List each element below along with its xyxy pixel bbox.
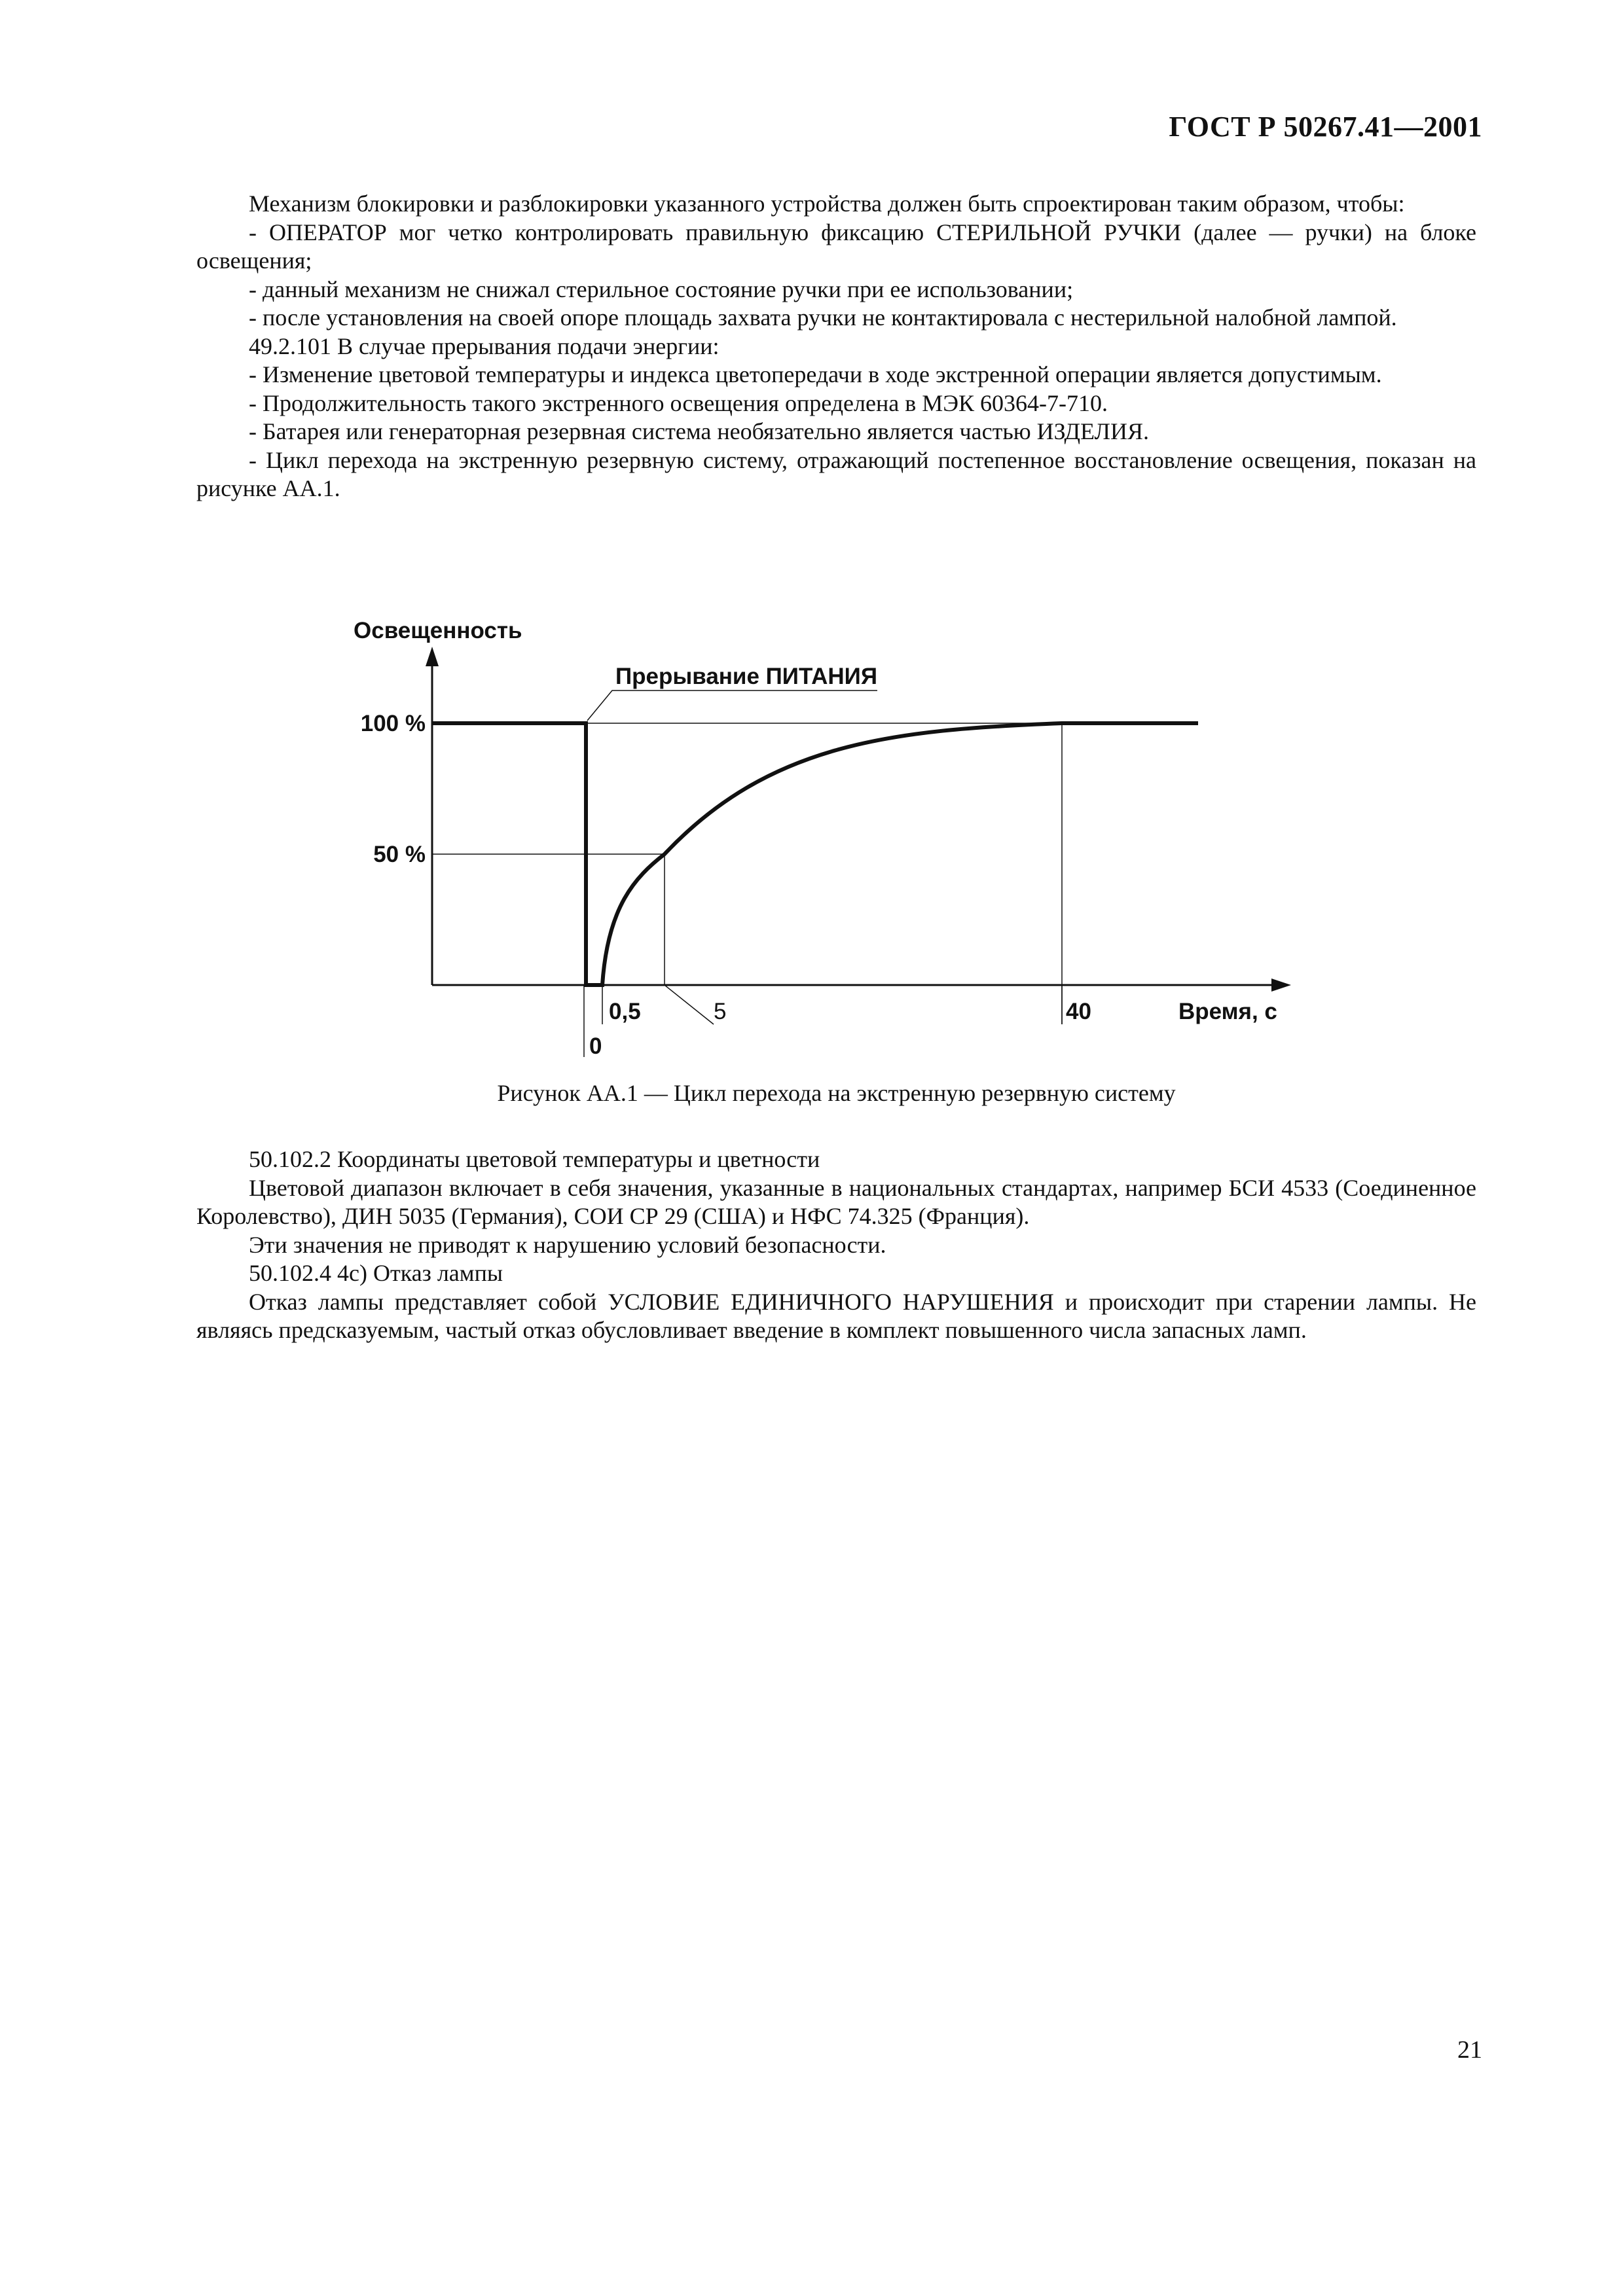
- section-heading: 50.102.4 4с) Отказ лампы: [249, 1260, 503, 1286]
- y-axis-arrow: [426, 647, 439, 666]
- document-code: ГОСТ Р 50267.41—2001: [1169, 111, 1482, 143]
- figure-aa1: [334, 615, 1316, 1073]
- chart-svg: [334, 615, 1316, 1073]
- figure-caption: Рисунок АА.1 — Цикл перехода на экстренную резервную систему: [497, 1080, 1176, 1106]
- section-heading: 49.2.101 В случае прерывания подачи энергии:: [249, 332, 720, 359]
- page-number: 21: [1457, 2036, 1482, 2064]
- x-tick-label-40: 40: [1066, 999, 1091, 1024]
- x-tick-label-5: 5: [714, 999, 727, 1024]
- list-item: - Изменение цветовой температуры и индекса цветопередачи в ходе экстренной операции является допустимым.: [249, 361, 1382, 387]
- y-axis-label: Освещенность: [354, 618, 522, 643]
- tick-leader-5: [665, 985, 714, 1024]
- paragraph: Отказ лампы представляет собой УСЛОВИЕ ЕДИНИЧНОГО НАРУШЕНИЯ и происходит при старении лампы. Не являясь предсказуемым, частый отказ обусловливает введение в комплект повышенного числа запасных ламп.: [196, 1288, 1476, 1343]
- list-item: - Цикл перехода на экстренную резервную систему, отражающий постепенное восстановление освещения, показан на рисунке АА.1.: [196, 446, 1476, 501]
- x-tick-label-0: 0: [589, 1033, 602, 1059]
- y-tick-label-100: 100 %: [360, 711, 426, 736]
- x-tick-label-0-5: 0,5: [609, 999, 641, 1024]
- section-heading: 50.102.2 Координаты цветовой температуры и цветности: [249, 1146, 820, 1172]
- list-item: - Батарея или генераторная резервная система необязательно является частью ИЗДЕЛИЯ.: [249, 418, 1149, 444]
- list-item: - Продолжительность такого экстренного освещения определена в МЭК 60364-7-710.: [249, 389, 1108, 416]
- paragraph: Эти значения не приводят к нарушению условий безопасности.: [249, 1231, 886, 1258]
- x-axis-label: Время, с: [1178, 999, 1277, 1024]
- y-tick-label-50: 50 %: [373, 842, 426, 867]
- annotation-leader: [587, 691, 877, 721]
- list-item: - ОПЕРАТОР мог четко контролировать правильную фиксацию СТЕРИЛЬНОЙ РУЧКИ (далее — ручки) на блоке освещения;: [196, 219, 1476, 274]
- x-axis-arrow: [1271, 978, 1291, 992]
- list-item: - после установления на своей опоре площадь захвата ручки не контактировала с нестерильной налобной лампой.: [249, 304, 1397, 331]
- body-text-bottom: [196, 1145, 1476, 1345]
- annotation-power-interruption: Прерывание ПИТАНИЯ: [615, 664, 877, 689]
- paragraph: Механизм блокировки и разблокировки указанного устройства должен быть спроектирован таким образом, чтобы:: [249, 190, 1405, 217]
- paragraph: Цветовой диапазон включает в себя значения, указанные в национальных стандартах, например БСИ 4533 (Соединенное Королевство), ДИН 5035 (Германия), СОИ СР 29 (США) и НФС 74.325 (Франция).: [196, 1174, 1476, 1229]
- body-text-top: [196, 190, 1476, 503]
- list-item: - данный механизм не снижал стерильное состояние ручки при ее использовании;: [249, 276, 1074, 302]
